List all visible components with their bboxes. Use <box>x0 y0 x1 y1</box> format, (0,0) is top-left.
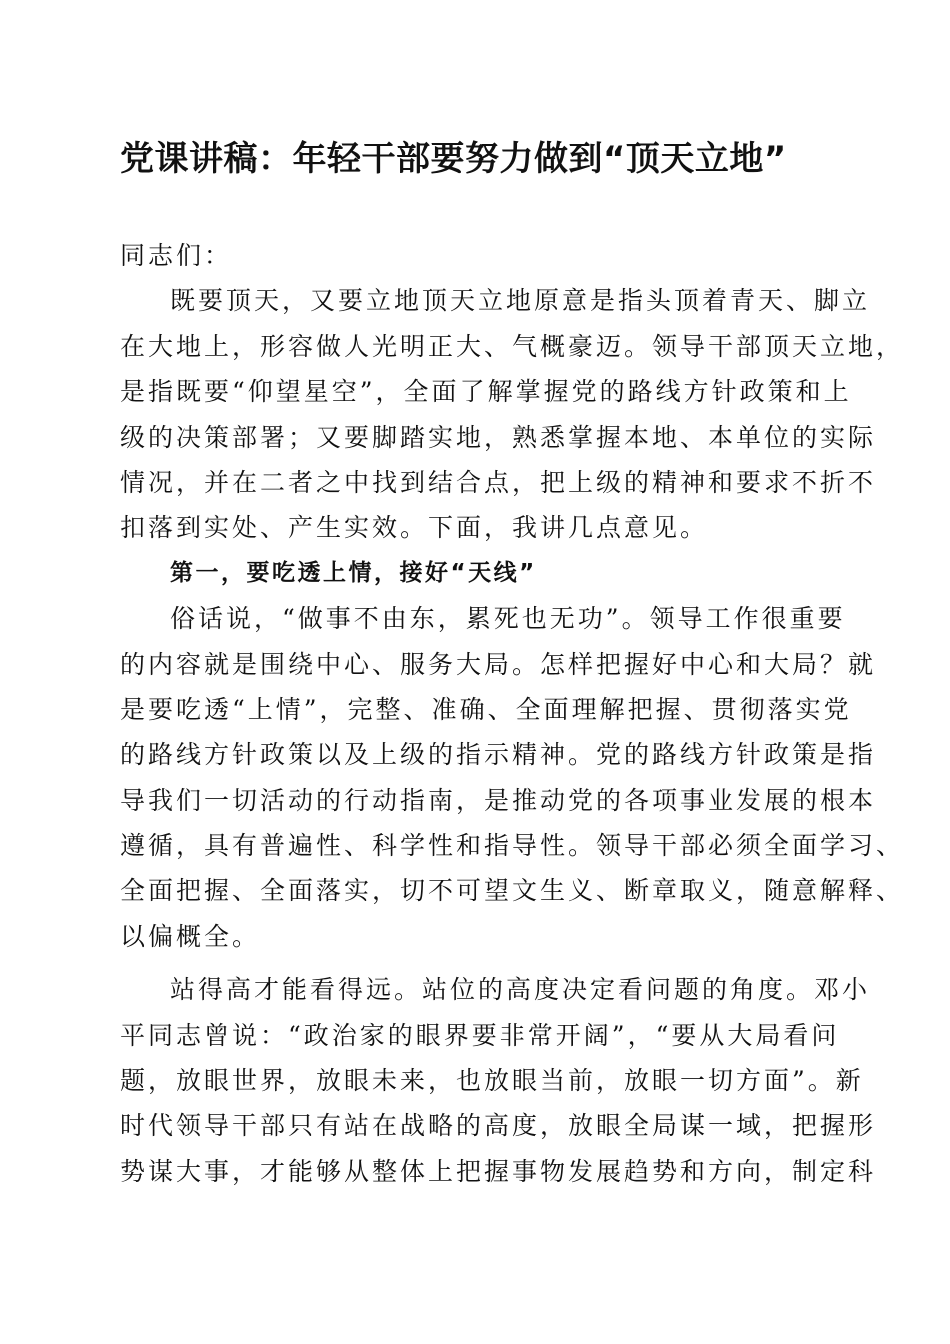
text-line: 是指既要“仰望星空”，全面了解掌握党的路线方针政策和上 <box>120 377 852 407</box>
text-line: 在大地上，形容做人光明正大、气概豪迈。领导干部顶天立地， <box>120 331 905 361</box>
text-line: 时代领导干部只有站在战略的高度，放眼全局谋一域，把握形 <box>120 1111 877 1141</box>
text-line: 俗话说，“做事不由东，累死也无功”。领导工作很重要 <box>170 604 846 634</box>
text-line: 既要顶天，又要立地顶天立地原意是指头顶着青天、脚立 <box>170 286 871 316</box>
text-line: 是要吃透“上情”，完整、准确、全面理解把握、贯彻落实党 <box>120 694 852 724</box>
paragraph <box>120 967 877 1194</box>
salutation: 同志们： <box>120 241 233 270</box>
document-title: 党课讲稿：年轻干部要努力做到“顶天立地” <box>120 139 787 179</box>
text-line: 以偏概全。 <box>120 921 261 951</box>
text-line: 级的决策部署；又要脚踏实地，熟悉掌握本地、本单位的实际 <box>120 422 877 452</box>
text-line: 扣落到实处、产生实效。下面，我讲几点意见。 <box>120 513 709 543</box>
text-line: 势谋大事，才能够从整体上把握事物发展趋势和方向，制定科 <box>120 1156 877 1186</box>
intro-paragraph <box>120 278 905 550</box>
text-line: 的内容就是围绕中心、服务大局。怎样把握好中心和大局？就 <box>120 649 877 679</box>
text-line: 情况，并在二者之中找到结合点，把上级的精神和要求不折不 <box>120 467 877 497</box>
text-line: 平同志曾说：“政治家的眼界要非常开阔”，“要从大局看问 <box>120 1020 840 1050</box>
text-line: 遵循，具有普遍性、科学性和指导性。领导干部必须全面学习、 <box>120 831 905 861</box>
text-line: 站得高才能看得远。站位的高度决定看问题的角度。邓小 <box>170 975 871 1005</box>
text-line: 导我们一切活动的行动指南，是推动党的各项事业发展的根本 <box>120 785 877 815</box>
text-line: 全面把握、全面落实，切不可望文生义、断章取义，随意解释、 <box>120 876 905 906</box>
section-heading: 第一，要吃透上情，接好“天线” <box>170 559 537 586</box>
paragraph <box>120 596 905 959</box>
paragraph-gap <box>120 959 831 967</box>
text-line: 的路线方针政策以及上级的指示精神。党的路线方针政策是指 <box>120 740 877 770</box>
document-body <box>120 233 905 1194</box>
text-line: 题，放眼世界，放眼未来，也放眼当前，放眼一切方面”。新 <box>120 1066 864 1096</box>
